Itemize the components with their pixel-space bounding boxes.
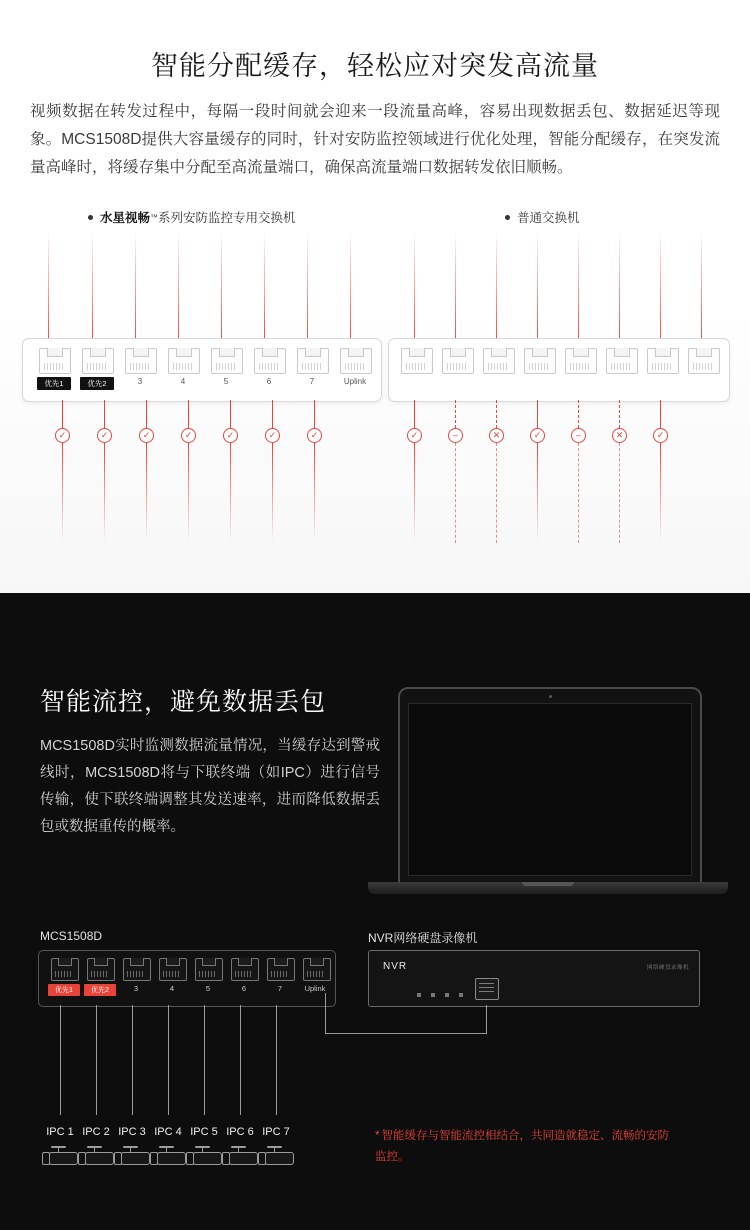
status-glyph: – (452, 430, 458, 440)
status-glyph: ✓ (100, 430, 109, 440)
legend-ordinary-label: 普通交换机 (517, 211, 580, 225)
switch-port (442, 348, 474, 374)
nvr-drive-bay (475, 978, 499, 1000)
downlink-line-tail (272, 443, 273, 543)
downlink-line (104, 400, 105, 428)
port-label-priority1: 优先1 (37, 377, 71, 390)
laptop-display (398, 687, 702, 886)
switch-port (303, 958, 331, 981)
legend-mercury-switch (88, 208, 296, 226)
flow-line (135, 230, 136, 340)
flow-line (307, 230, 308, 340)
downlink-line-dashed (496, 400, 497, 428)
section-flow-control (0, 593, 750, 1230)
uplink-cable (325, 993, 326, 1033)
mercury-switch-device (22, 338, 382, 402)
switch-port (231, 958, 259, 981)
status-glyph: ✓ (268, 430, 277, 440)
switch-port (39, 348, 71, 374)
footnote-asterisk: * (375, 1130, 380, 1142)
status-error-icon (612, 428, 627, 443)
ipc-cable (276, 1005, 277, 1115)
status-error-icon (489, 428, 504, 443)
port-label-7: 7 (309, 377, 315, 386)
switch-device-label: MCS1508D (40, 929, 103, 943)
switch-port (401, 348, 433, 374)
downlink-line-dashed (619, 400, 620, 428)
downlink-line-tail (62, 443, 63, 543)
switch-port (254, 348, 286, 374)
status-ok-icon (407, 428, 422, 443)
switch-port (606, 348, 638, 374)
section1-body-text: 视频数据在转发过程中，每隔一段时间就会迎来一段流量高峰，容易出现数据丢包、数据延迟等现象。MCS1508D提供大容量缓存的同时，针对安防监控领域进行优化处理，智能分配缓存，在突发流量高峰时，将缓存集中分配至高流量端口，确保高流量端口数据转发依旧顺畅。 (30, 103, 720, 176)
status-glyph: ✓ (184, 430, 193, 440)
status-ok-icon (530, 428, 545, 443)
downlink-line (62, 400, 63, 428)
flow-line (455, 230, 456, 340)
status-ok-icon (653, 428, 668, 443)
legend-trademark: ™ (150, 212, 159, 222)
ordinary-switch-device (388, 338, 730, 402)
cache-allocation-diagram (0, 196, 750, 593)
switch-port (211, 348, 243, 374)
status-glyph: ✓ (142, 430, 151, 440)
switch-port (688, 348, 720, 374)
flow-line (660, 230, 661, 340)
ipc-cable (168, 1005, 169, 1115)
switch-port (159, 958, 187, 981)
port-label-uplink: Uplink (304, 984, 326, 993)
port-label-7: 7 (277, 984, 283, 993)
nvr-led-indicators (417, 993, 463, 997)
status-warning-icon (448, 428, 463, 443)
nvr-front-label-right: 网络硬盘录像机 (646, 965, 689, 971)
downlink-line (146, 400, 147, 428)
downlink-line-dashed (455, 400, 456, 428)
flow-line (496, 230, 497, 340)
ipc-label: IPC 3 (118, 1126, 146, 1138)
port-label-priority1: 优先1 (48, 984, 80, 996)
status-ok-icon (97, 428, 112, 443)
switch-port (168, 348, 200, 374)
uplink-cable (325, 1033, 487, 1034)
nvr-device (368, 950, 700, 1007)
downlink-line-dashed (578, 400, 579, 428)
status-glyph: ✓ (58, 430, 67, 440)
flow-line (92, 230, 93, 340)
mcs1508d-switch-device (38, 950, 336, 1007)
flow-line (619, 230, 620, 340)
status-ok-icon (265, 428, 280, 443)
footnote (375, 1126, 675, 1168)
port-label-uplink: Uplink (343, 377, 367, 386)
section1-title: 智能分配缓存，轻松应对突发高流量 (151, 51, 599, 81)
camera-lens (186, 1152, 194, 1165)
ipc-cable (132, 1005, 133, 1115)
downlink-line-tail-dashed (455, 443, 456, 543)
port-label-3: 3 (137, 377, 143, 386)
status-glyph: – (575, 430, 581, 440)
legend-brand-rest: 系列安防监控专用交换机 (158, 211, 296, 225)
switch-port (565, 348, 597, 374)
downlink-line-tail (104, 443, 105, 543)
downlink-line-tail (660, 443, 661, 543)
status-ok-icon (181, 428, 196, 443)
downlink-line-tail (314, 443, 315, 543)
status-glyph: ✓ (533, 430, 542, 440)
switch-port (340, 348, 372, 374)
status-warning-icon (571, 428, 586, 443)
ipc-camera-icon (254, 1146, 298, 1172)
switch-port (524, 348, 556, 374)
ipc-label: IPC 7 (262, 1126, 290, 1138)
ipc-label: IPC 5 (190, 1126, 218, 1138)
laptop-base (368, 882, 728, 894)
downlink-line-tail-dashed (496, 443, 497, 543)
switch-port (483, 348, 515, 374)
port-label-4: 4 (180, 377, 186, 386)
flow-line (221, 230, 222, 340)
downlink-line (660, 400, 661, 428)
nvr-device-label: NVR网络硬盘录像机 (368, 931, 478, 945)
status-glyph: ✓ (410, 430, 419, 440)
ipc-cable (204, 1005, 205, 1115)
ipc-label: IPC 2 (82, 1126, 110, 1138)
legend-ordinary-switch (505, 208, 580, 226)
section2-title: 智能流控，避免数据丢包 (40, 688, 327, 716)
ipc-cable (60, 1005, 61, 1115)
port-label-priority2: 优先2 (80, 377, 114, 390)
downlink-line-tail (230, 443, 231, 543)
camera-lens (150, 1152, 158, 1165)
status-ok-icon (55, 428, 70, 443)
camera-lens (42, 1152, 50, 1165)
switch-port (125, 348, 157, 374)
status-ok-icon (223, 428, 238, 443)
camera-lens (78, 1152, 86, 1165)
ipc-cable (240, 1005, 241, 1115)
flow-line (701, 230, 702, 340)
switch-port (51, 958, 79, 981)
flow-line (178, 230, 179, 340)
downlink-line-tail-dashed (619, 443, 620, 543)
nvr-front-label: NVR (383, 961, 408, 972)
switch-port (267, 958, 295, 981)
bullet-dot-icon (505, 215, 510, 220)
port-label-6: 6 (241, 984, 247, 993)
downlink-line-tail-dashed (578, 443, 579, 543)
laptop-screen-content (408, 703, 692, 876)
camera-body (262, 1152, 294, 1165)
downlink-line-tail (537, 443, 538, 543)
flow-line (350, 230, 351, 340)
downlink-line (230, 400, 231, 428)
laptop-notch (522, 882, 574, 886)
downlink-line (537, 400, 538, 428)
downlink-line (272, 400, 273, 428)
status-glyph: ✕ (492, 430, 501, 440)
downlink-line-tail (188, 443, 189, 543)
port-label-5: 5 (223, 377, 229, 386)
switch-port (123, 958, 151, 981)
legend-brand: 水星视畅 (100, 211, 151, 225)
ipc-label: IPC 6 (226, 1126, 254, 1138)
status-ok-icon (307, 428, 322, 443)
status-glyph: ✓ (226, 430, 235, 440)
flow-line (578, 230, 579, 340)
camera-lens (114, 1152, 122, 1165)
flow-line (414, 230, 415, 340)
downlink-line-tail (414, 443, 415, 543)
downlink-line (414, 400, 415, 428)
camera-lens (258, 1152, 266, 1165)
uplink-cable (486, 1005, 487, 1034)
switch-port (82, 348, 114, 374)
switch-port (87, 958, 115, 981)
port-label-5: 5 (205, 984, 211, 993)
port-label-priority2: 优先2 (84, 984, 116, 996)
status-glyph: ✕ (615, 430, 624, 440)
port-label-6: 6 (266, 377, 272, 386)
footnote-text: 智能缓存与智能流控相结合，共同造就稳定、流畅的安防监控。 (375, 1130, 669, 1163)
switch-port (297, 348, 329, 374)
switch-port (647, 348, 679, 374)
status-glyph: ✓ (656, 430, 665, 440)
ipc-label: IPC 4 (154, 1126, 182, 1138)
section-cache-allocation (0, 0, 750, 593)
ipc-cable (96, 1005, 97, 1115)
flow-line (264, 230, 265, 340)
section2-body-text: MCS1508D实时监测数据流量情况，当缓存达到警戒线时，MCS1508D将与下联终端（如IPC）进行信号传输，使下联终端调整其发送速率，进而降低数据丢包或数据重传的概率。 (40, 738, 380, 835)
bullet-dot-icon (88, 215, 93, 220)
ipc-label: IPC 1 (46, 1126, 74, 1138)
downlink-line (188, 400, 189, 428)
downlink-line-tail (146, 443, 147, 543)
status-glyph: ✓ (310, 430, 319, 440)
switch-port (195, 958, 223, 981)
port-label-4: 4 (169, 984, 175, 993)
camera-lens (222, 1152, 230, 1165)
flow-line (48, 230, 49, 340)
downlink-line (314, 400, 315, 428)
port-label-3: 3 (133, 984, 139, 993)
flow-line (537, 230, 538, 340)
status-ok-icon (139, 428, 154, 443)
